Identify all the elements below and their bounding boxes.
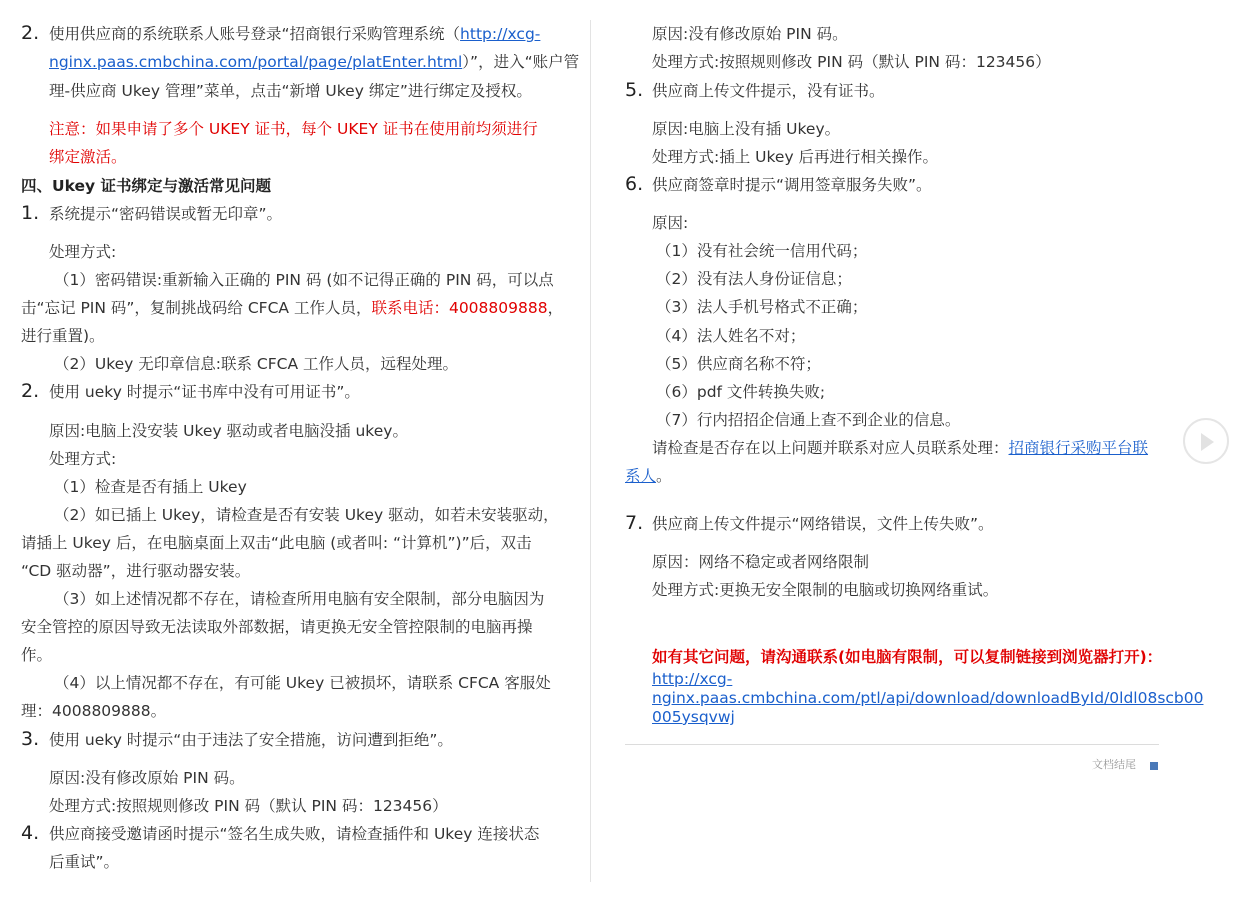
contact-note: 如有其它问题，请沟通联系(如电脑有限制，可以复制链接到浏览器打开)： [652, 648, 1163, 666]
q1-number: 1. [21, 202, 40, 224]
download-link-line1[interactable]: http://xcg- [652, 670, 733, 688]
portal-link-part1[interactable]: http://xcg- [460, 25, 541, 43]
q4-reason: 原因:没有修改原始 PIN 码。 [652, 25, 848, 43]
q3-title: 使用 ueky 时提示“由于违法了安全措施，访问遭到拒绝”。 [49, 731, 453, 749]
support-phone: 联系电话：4008809888 [371, 299, 548, 317]
contacts-link-part2[interactable]: 系人 [625, 467, 657, 485]
q2-answer3-line2: 安全管控的原因导致无法读取外部数据，请更换无安全管控限制的电脑再操 [21, 618, 533, 636]
q6-check-line1 [652, 438, 1148, 458]
q4-title-line2: 后重试”。 [49, 853, 120, 871]
note-line2: 绑定激活。 [49, 148, 127, 166]
q6-title: 供应商签章时提示“调用签章服务失败”。 [652, 176, 932, 194]
end-square-icon [1150, 762, 1158, 770]
q6-reason: 原因: [652, 214, 689, 232]
q1-text-end: ， [547, 299, 564, 317]
q1-method: 处理方式: [49, 243, 117, 261]
download-link-line3[interactable]: 005ysqvwj [652, 708, 735, 726]
q1-text: 击“忘记 PIN 码”，复制挑战码给 CFCA 工作人员， [21, 299, 372, 317]
contacts-link-part1[interactable]: 招商银行采购平台联 [1008, 439, 1149, 457]
column-divider [590, 20, 591, 882]
q2-reason: 原因:电脑上没安装 Ukey 驱动或者电脑没插 ukey。 [49, 422, 408, 440]
q6-reason-2: （2）没有法人身份证信息； [656, 270, 852, 288]
item-number: 2. [21, 22, 40, 44]
q5-number: 5. [625, 79, 644, 101]
q2-answer4-line2: 理：4008809888。 [21, 702, 167, 720]
q6-check-text: 请检查是否存在以上问题并联系对应人员联系处理： [652, 439, 1009, 457]
q2-number: 2. [21, 380, 40, 402]
q4-title-line1: 供应商接受邀请函时提示“签名生成失败，请检查插件和 Ukey 连接状态 [49, 825, 540, 843]
q2-answer3-line3: 作。 [21, 646, 53, 664]
q6-reason-1: （1）没有社会统一信用代码； [656, 242, 868, 260]
q3-number: 3. [21, 728, 40, 750]
q6-reason-6: （6）pdf 文件转换失败; [656, 383, 826, 401]
q2-answer2-line1: （2）如已插上 Ukey，请检查是否有安装 Ukey 驱动，如若未安装驱动， [54, 506, 559, 524]
q6-reason-5: （5）供应商名称不符； [656, 355, 821, 373]
q6-reason-3: （3）法人手机号格式不正确； [656, 298, 868, 316]
play-circle-icon[interactable] [1183, 418, 1229, 464]
q2-answer2-line3: “CD 驱动器”，进行驱动器安装。 [21, 562, 251, 580]
q1-answer1-line3: 进行重置)。 [21, 327, 105, 345]
login-instruction-line2 [49, 52, 579, 72]
q3-method: 处理方式:按照规则修改 PIN 码（默认 PIN 码：123456） [49, 797, 448, 815]
q3-reason: 原因:没有修改原始 PIN 码。 [49, 769, 245, 787]
q6-number: 6. [625, 173, 644, 195]
document-end-label: 文档结尾 [1092, 758, 1136, 771]
download-link-line2[interactable]: nginx.paas.cmbchina.com/ptl/api/download/downloadById/0ldl08scb00 [652, 689, 1204, 707]
login-text: 使用供应商的系统联系人账号登录“招商银行采购管理系统（ [49, 25, 461, 43]
q1-answer1-line1: （1）密码错误:重新输入正确的 PIN 码 (如不记得正确的 PIN 码，可以点 [54, 271, 554, 289]
q2-title: 使用 ueky 时提示“证书库中没有可用证书”。 [49, 383, 360, 401]
play-icon [1197, 431, 1217, 453]
q6-reason-4: （4）法人姓名不对； [656, 327, 806, 345]
q5-title: 供应商上传文件提示，没有证书。 [652, 82, 885, 100]
q1-answer2: （2）Ukey 无印章信息:联系 CFCA 工作人员，远程处理。 [54, 355, 459, 373]
q7-title: 供应商上传文件提示“网络错误，文件上传失败”。 [652, 515, 994, 533]
q7-reason: 原因：网络不稳定或者网络限制 [652, 553, 870, 571]
portal-link-part2[interactable]: nginx.paas.cmbchina.com/portal/page/platEnter.html [49, 53, 463, 71]
q7-number: 7. [625, 512, 644, 534]
login-text-cont: ）”，进入“账户管 [462, 53, 580, 71]
q2-answer3-line1: （3）如上述情况都不存在，请检查所用电脑有安全限制，部分电脑因为 [54, 590, 545, 608]
q7-method: 处理方式:更换无安全限制的电脑或切换网络重试。 [652, 581, 999, 599]
login-instruction-line1 [49, 24, 540, 44]
q6-check-end: 。 [656, 467, 672, 485]
section-title: 四、Ukey 证书绑定与激活常见问题 [21, 177, 271, 195]
q6-reason-7: （7）行内招招企信通上查不到企业的信息。 [656, 411, 961, 429]
q6-check-line2 [625, 466, 672, 486]
q1-answer1-line2 [21, 298, 563, 318]
q4-method: 处理方式:按照规则修改 PIN 码（默认 PIN 码：123456） [652, 53, 1051, 71]
note-line1: 注意：如果申请了多个 UKEY 证书，每个 UKEY 证书在使用前均须进行 [49, 120, 538, 138]
q4-number: 4. [21, 822, 40, 844]
q2-answer2-line2: 请插上 Ukey 后，在电脑桌面上双击“此电脑 (或者叫: “计算机”)”后，双击 [21, 534, 532, 552]
q2-answer4-line1: （4）以上情况都不存在，有可能 Ukey 已被损坏，请联系 CFCA 客服处 [54, 674, 551, 692]
q2-answer1: （1）检查是否有插上 Ukey [54, 478, 247, 496]
q1-title: 系统提示“密码错误或暂无印章”。 [49, 205, 283, 223]
end-separator [625, 744, 1159, 745]
login-instruction-line3: 理-供应商 Ukey 管理”菜单，点击“新增 Ukey 绑定”进行绑定及授权。 [49, 82, 532, 100]
q2-method: 处理方式: [49, 450, 117, 468]
q5-reason: 原因:电脑上没有插 Ukey。 [652, 120, 841, 138]
q5-method: 处理方式:插上 Ukey 后再进行相关操作。 [652, 148, 939, 166]
